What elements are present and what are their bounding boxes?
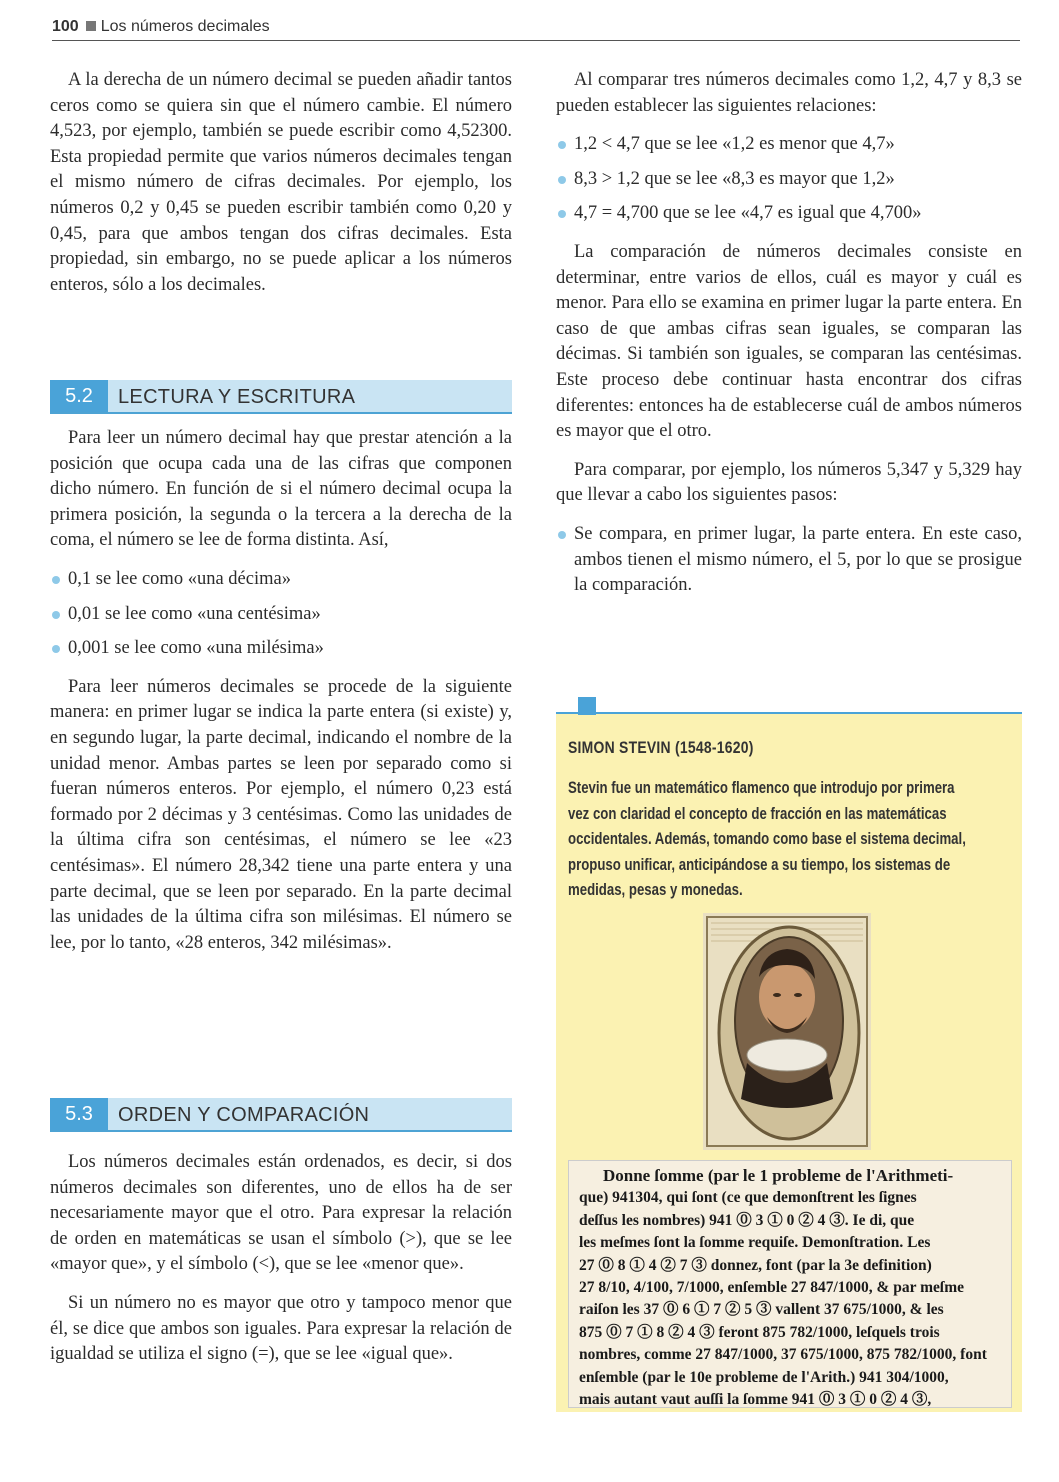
treatise-line: raiſon les 37 ⓪ 6 ① 7 ② 5 ③ vallent 37 675/1000, & les xyxy=(579,1301,944,1319)
list-item: 8,3 > 1,2 que se lee «8,3 es mayor que 1,2» xyxy=(556,167,1022,193)
section-heading-5-3 xyxy=(50,1098,512,1132)
treatise-line: nombres, comme 27 847/1000, 37 675/1000, 875 782/1000, font xyxy=(579,1346,987,1364)
section-title: ORDEN Y COMPARACIÓN xyxy=(118,1104,370,1126)
list-item: 1,2 < 4,7 que se lee «1,2 es menor que 4,7» xyxy=(556,132,1022,158)
right-paragraph-2: La comparación de números decimales consiste en determinar, entre varios de ellos, cuál es mayor y cuál es menor. Para ello se examina en primer lugar la parte entera. En caso de que ambas cifras sean iguales, se comparan las décimas. Si también son iguales, se comparan las centésimas. Este proceso debe continuar hasta encontrar dos cifras diferentes: entonces ha de establecerse cuál de ambos números es mayor que el otro. xyxy=(556,241,1022,442)
treatise-line: mais autant vaut auſſi la ſomme 941 ⓪ 3 ① 0 ② 4 ③, xyxy=(579,1391,932,1409)
chapter-title: Los números decimales xyxy=(100,18,270,35)
list-item: 0,1 se lee como «una décima» xyxy=(50,567,512,593)
relations-list xyxy=(556,132,1022,227)
sidebar-top-rule xyxy=(556,712,1022,714)
list-item: 0,001 se lee como «una milésima» xyxy=(50,636,512,662)
left-column-intro xyxy=(50,68,512,311)
treatise-line: enſemble (par le 10e probleme de l'Arith.) 941 304/1000, xyxy=(579,1368,949,1386)
treatise-line: les meſmes ſont la ſomme requiſe. Demonſtration. Les xyxy=(579,1234,931,1252)
sidebar-text: Stevin fue un matemático flamenco que introdujo por primera vez con claridad el concepto de fracción en las matemáticas occidentales. Además, tomando como base el sistema decimal, propuso unificar, anticipándose a su tiempo, los sistemas de medidas, pesas y monedas. xyxy=(568,779,966,899)
section-5-2-paragraph-1: Para leer un número decimal hay que prestar atención a la posición que ocupa cada una de las cifras que componen dicho número. En función de si el número decimal ocupa la primera posición, la segunda o la tercera a la derecha de la coma, el número se lee de forma distinta. Así, xyxy=(50,428,512,551)
sidebar-title: SIMON STEVIN (1548-1620) xyxy=(568,738,754,757)
right-column xyxy=(556,68,1022,612)
list-item: 0,01 se lee como «una centésima» xyxy=(50,602,512,628)
section-5-3-paragraph-2: Si un número no es mayor que otro y tampoco menor que él, se dice que ambos son iguales. Para expresar la relación de igualdad se utiliza el signo (=), que se lee «igual que». xyxy=(50,1292,512,1365)
page-header xyxy=(52,18,1020,41)
treatise-line: 875 ⓪ 7 ① 8 ② 4 ③ feront 875 782/1000, leſquels trois xyxy=(579,1323,940,1341)
section-number: 5.3 xyxy=(50,1098,108,1130)
page-number: 100 xyxy=(52,18,79,35)
sidebar-marker-icon xyxy=(578,697,596,715)
section-5-2-body xyxy=(50,426,512,969)
right-paragraph-1: Al comparar tres números decimales como 1,2, 4,7 y 8,3 se pueden establecer las siguientes relaciones: xyxy=(556,70,1022,116)
reading-list xyxy=(50,567,512,662)
treatise-line: que) 941304, qui ſont (ce que demonſtrent les ſignes xyxy=(579,1189,917,1207)
list-item: 4,7 = 4,700 que se lee «4,7 es igual que 4,700» xyxy=(556,201,1022,227)
section-title: LECTURA Y ESCRITURA xyxy=(118,386,356,408)
treatise-line: 27 8/10, 4/100, 7/1000, enſemble 27 847/1000, & par meſme xyxy=(579,1279,965,1297)
treatise-line: Donne ſomme (par le 1 probleme de l'Arithmeti- xyxy=(603,1166,954,1185)
header-square-icon xyxy=(86,21,96,31)
stevin-treatise-excerpt xyxy=(568,1160,1012,1408)
treatise-line: 27 ⓪ 8 ① 4 ② 7 ③ donnez, font (par la 3e definition) xyxy=(579,1256,932,1274)
steps-list xyxy=(556,522,1022,599)
section-heading-5-2 xyxy=(50,380,512,414)
right-paragraph-3: Para comparar, por ejemplo, los números 5,347 y 5,329 hay que llevar a cabo los siguientes pasos: xyxy=(556,459,1022,506)
intro-paragraph: A la derecha de un número decimal se pueden añadir tantos ceros como se quiera sin que el número cambie. El número 4,523, por ejemplo, también se puede escribir como 4,52300. Esta propiedad permite que varios números decimales tengan el mismo número de cifras decimales. Por ejemplo, los números 0,2 y 0,45 se pueden escribir también como 0,20 y 0,45, para que ambos tengan dos cifras decimales. Esta propiedad, sin embargo, no se puede aplicar a los números enteros, sólo a los decimales. xyxy=(50,70,512,295)
section-5-3-body xyxy=(50,1150,512,1381)
section-5-2-paragraph-2: Para leer números decimales se procede de la siguiente manera: en primer lugar se indica la parte entera (si existe) y, en segundo lugar, la parte decimal, indicando el nombre de la unidad menor. Ambas partes se leen por separado como si fueran números enteros. Por ejemplo, el número 0,23 está formado por 2 décimas y 3 centésimas. Como las unidades de la última cifra son centésimas, el número se lee «23 centésimas». El número 28,342 tiene una parte entera y una parte decimal, que se leen por separado. En la parte decimal las unidades de la última cifra son milésimas. El número se lee, por lo tanto, «28 enteros, 342 milésimas». xyxy=(50,676,512,953)
section-5-3-paragraph-1: Los números decimales están ordenados, es decir, si dos números decimales son diferentes, uno de ellos ha de ser necesariamente mayor que el otro. Para expresar la relación de orden en matemáticas se usan el símbolo (>), que se lee «mayor que», y el símbolo (<), que se lee «menor que». xyxy=(50,1152,512,1275)
stevin-portrait-image xyxy=(703,913,871,1150)
treatise-line: deſſus les nombres) 941 ⓪ 3 ① 0 ② 4 ③. Ie di, que xyxy=(579,1211,915,1229)
section-number: 5.2 xyxy=(50,380,108,412)
list-item: Se compara, en primer lugar, la parte entera. En este caso, ambos tienen el mismo número, el 5, por lo que se prosigue la comparación. xyxy=(556,522,1022,599)
